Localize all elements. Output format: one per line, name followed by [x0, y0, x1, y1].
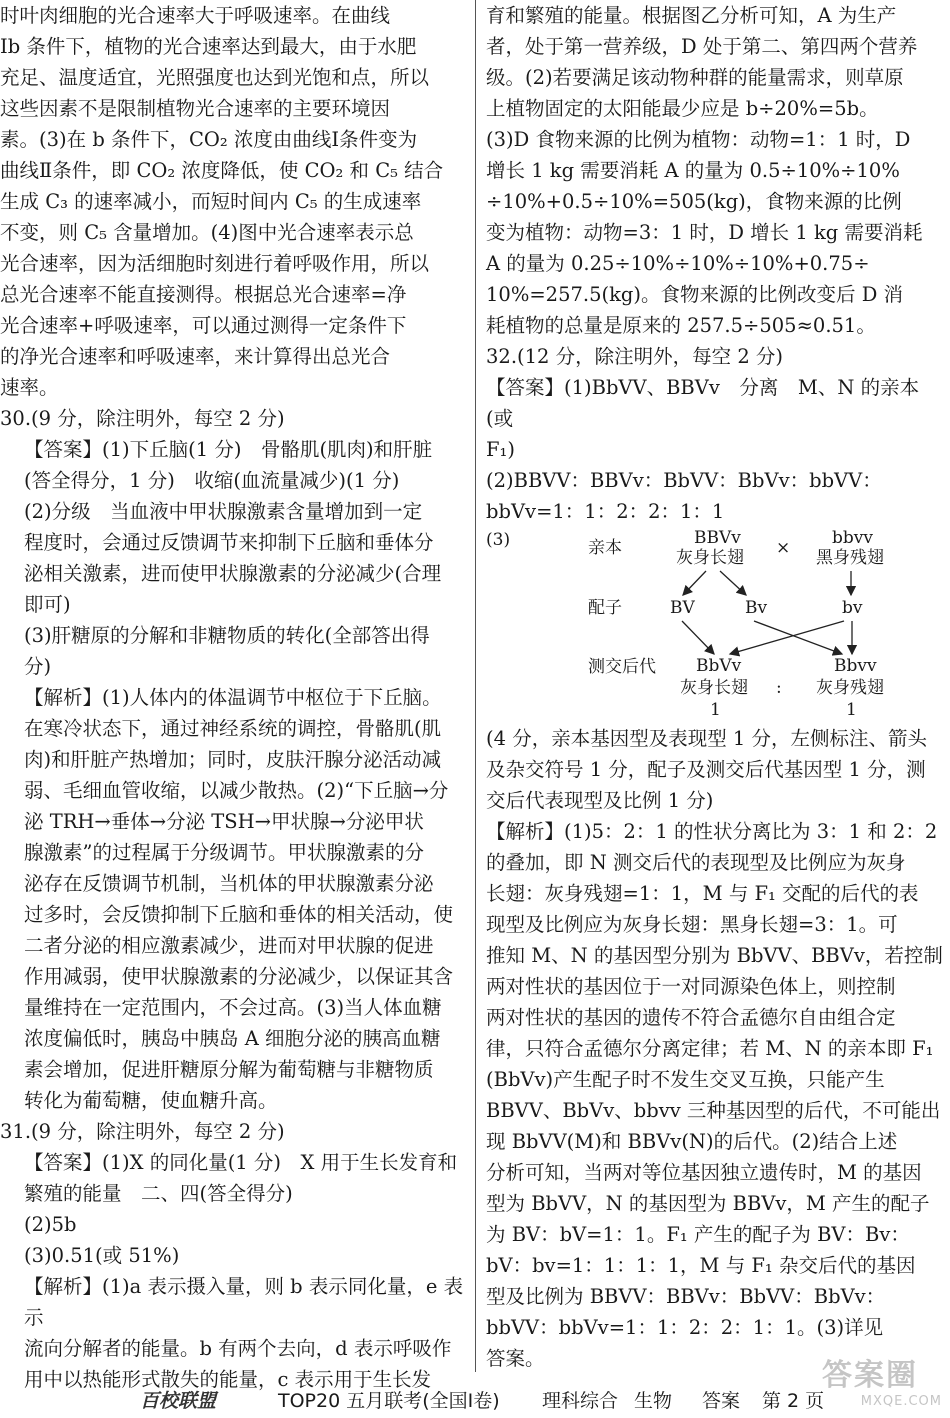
- ratio-separator: :: [776, 678, 782, 698]
- text-line: 育和繁殖的能量。根据图乙分析可知，A 为生产: [486, 4, 897, 27]
- row-label-parent: 亲本: [588, 538, 622, 558]
- text-line: 32.(12 分，除注明外，每空 2 分): [486, 345, 784, 368]
- gamete-Bv: Bv: [745, 598, 768, 618]
- exam-title: TOP20 五月联考(全国Ⅰ卷): [278, 1390, 500, 1412]
- text-line: 上植物固定的太阳能最少应是 b÷20%=5b。: [486, 97, 879, 120]
- text-line: (2)BBVV：BBVv：BbVV：BbVv：bbVV：: [486, 469, 882, 492]
- text-line: 答案。: [486, 1347, 545, 1370]
- subject-label: 理科综合: [542, 1390, 619, 1412]
- doc-type: 答案: [702, 1390, 741, 1412]
- text-line: 这些因素不是限制植物光合速率的主要环境因: [0, 97, 391, 120]
- text-line: F₁): [486, 438, 515, 461]
- text-line: 【解析】(1)a 表示摄入量，则 b 表示同化量，e 表示: [24, 1275, 464, 1329]
- text-line: BBVV、BbVv、bbvv 三种基因型的后代，不可能出: [486, 1099, 941, 1122]
- text-line: 两对性状的基因位于一对同源染色体上，则控制: [486, 975, 896, 998]
- offspring2-ratio: 1: [846, 700, 857, 720]
- text-line: 转化为葡萄糖，使血糖升高。: [24, 1089, 278, 1112]
- watermark-url: MXQE.COM: [860, 1394, 942, 1409]
- text-line: (3)肝糖原的分解和非糖物质的转化(全部答出得: [24, 624, 430, 647]
- text-line: 的净光合速率和呼吸速率，来计算得出总光合: [0, 345, 391, 368]
- text-line: (3)0.51(或 51%): [24, 1244, 180, 1267]
- text-line: 【答案】(1)BbVV、BBVv 分离 M、N 的亲本(或: [486, 376, 920, 430]
- text-line: 光合速率+呼吸速率，可以通过测得一定条件下: [0, 314, 407, 337]
- text-line: 31.(9 分，除注明外，每空 2 分): [0, 1120, 285, 1143]
- brand-logo: 百校联盟: [140, 1390, 217, 1412]
- arrow-BV-to-BbVv: [682, 621, 714, 654]
- text-line: 二者分泌的相应激素减少，进而对甲状腺的促进: [24, 934, 434, 957]
- text-line: 30.(9 分，除注明外，每空 2 分): [0, 407, 285, 430]
- text-line: 10%=257.5(kg)。食物来源的比例改变后 D 消: [486, 283, 904, 306]
- parent2-genotype: bbvv: [832, 528, 873, 548]
- text-line: (BbVv)产生配子时不发生交叉互换，只能产生: [486, 1068, 885, 1091]
- text-line: 总光合速率不能直接测得。根据总光合速率=净: [0, 283, 407, 306]
- text-line: 浓度偏低时，胰岛中胰岛 A 细胞分泌的胰高血糖: [24, 1027, 441, 1050]
- row-label-offspring: 测交后代: [588, 657, 656, 677]
- offspring2-phenotype: 灰身残翅: [816, 678, 884, 698]
- offspring1-ratio: 1: [710, 700, 721, 720]
- text-line: bV：bv=1：1：1：1，M 与 F₁ 杂交后代的基因: [486, 1254, 916, 1277]
- text-line: 【解析】(1)人体内的体温调节中枢位于下丘脑。: [24, 686, 442, 709]
- text-line: 型为 BbVV，N 的基因型为 BBVv，M 产生的配子: [486, 1192, 930, 1215]
- text-line: 在寒冷状态下，通过神经系统的调控，骨骼肌(肌: [24, 717, 442, 740]
- text-line: 【答案】(1)下丘脑(1 分) 骨骼肌(肌肉)和肝脏: [24, 438, 433, 461]
- text-line: 两对性状的基因的遗传不符合孟德尔自由组合定: [486, 1006, 896, 1029]
- text-line: 作用减弱，使甲状腺激素的分泌减少，以保证其含: [24, 965, 454, 988]
- text-line: 光合速率，因为活细胞时刻进行着呼吸作用，所以: [0, 252, 430, 275]
- page-footer: [0, 1384, 950, 1414]
- offspring1-phenotype: 灰身长翅: [680, 678, 748, 698]
- text-line: 充足、温度适宜，光照强度也达到光饱和点，所以: [0, 66, 430, 89]
- text-line: 分析可知，当两对等位基因独立遗传时，M 的基因: [486, 1161, 922, 1184]
- arrow-p1-to-Bv: [720, 571, 746, 595]
- arrow-bv-to-BbVv: [730, 621, 844, 654]
- text-line: 用中以热能形式散失的能量，c 表示用于生长发: [24, 1368, 432, 1391]
- parent1-phenotype: 灰身长翅: [676, 548, 744, 568]
- text-line: (3)D 食物来源的比例为植物：动物=1：1 时，D: [486, 128, 911, 151]
- text-line: bbVv=1：1：2：2：1：1: [486, 500, 725, 523]
- genetic-cross-diagram: [486, 527, 946, 723]
- page-number: 第 2 页: [762, 1390, 825, 1412]
- text-line: bbVV：bbVv=1：1：2：2：1：1。(3)详见: [486, 1316, 884, 1339]
- text-line: 速率。: [0, 376, 59, 399]
- text-line: 交后代表现型及比例 1 分): [486, 789, 714, 812]
- text-line: 即可): [24, 593, 71, 616]
- watermark: [822, 1350, 946, 1410]
- text-line: 增长 1 kg 需要消耗 A 的量为 0.5÷10%÷10%: [486, 159, 900, 182]
- text-line: 腺激素”的过程属于分级调节。甲状腺激素的分: [24, 841, 424, 864]
- text-line: 生成 C₃ 的速率减小，而短时间内 C₅ 的生成速率: [0, 190, 422, 213]
- watermark-title: 答案圈: [822, 1358, 918, 1393]
- text-line: 【答案】(1)X 的同化量(1 分) X 用于生长发育和: [24, 1151, 458, 1174]
- text-line: (2)5b: [24, 1213, 77, 1236]
- text-line: 曲线Ⅱ条件，即 CO₂ 浓度降低，使 CO₂ 和 C₅ 结合: [0, 159, 444, 182]
- text-line: 素。(3)在 b 条件下，CO₂ 浓度由曲线Ⅰ条件变为: [0, 128, 418, 151]
- parent1-genotype: BBVv: [694, 528, 741, 548]
- text-line: 泌相关激素，进而使甲状腺激素的分泌减少(合理: [24, 562, 442, 585]
- gamete-BV: BV: [670, 598, 695, 618]
- text-line: 为 BV：bV=1：1。F₁ 产生的配子为 BV：Bv：: [486, 1223, 910, 1246]
- text-line: 量维持在一定范围内，不会过高。(3)当人体血糖: [24, 996, 442, 1019]
- text-line: 推知 M、N 的基因型分别为 BbVV、BBVv，若控制: [486, 944, 943, 967]
- text-line: ÷10%+0.5÷10%=505(kg)，食物来源的比例: [486, 190, 902, 213]
- text-line: A 的量为 0.25÷10%÷10%÷10%+0.75÷: [486, 252, 870, 275]
- text-line: 长翅：灰身残翅=1：1，M 与 F₁ 交配的后代的表: [486, 882, 919, 905]
- text-line: 流向分解者的能量。b 有两个去向，d 表示呼吸作: [24, 1337, 452, 1360]
- text-line: 及杂交符号 1 分，配子及测交后代基因型 1 分，测: [486, 758, 926, 781]
- offspring1-genotype: BbVv: [696, 656, 742, 676]
- text-line: 现 BbVV(M)和 BBVv(N)的后代。(2)结合上述: [486, 1130, 898, 1153]
- text-line: 泌存在反馈调节机制，当机体的甲状腺激素分泌: [24, 872, 434, 895]
- text-line: 过多时，会反馈抑制下丘脑和垂体的相关活动，使: [24, 903, 454, 926]
- text-line: 程度时，会通过反馈调节来抑制下丘脑和垂体分: [24, 531, 434, 554]
- gamete-bv: bv: [842, 598, 863, 618]
- text-line: 耗植物的总量是原来的 257.5÷505≈0.51。: [486, 314, 876, 337]
- text-line: 分): [24, 655, 52, 678]
- text-line: 的叠加，即 N 测交后代的表现型及比例应为灰身: [486, 851, 906, 874]
- text-line: 变为植物：动物=3：1 时，D 增长 1 kg 需要消耗: [486, 221, 923, 244]
- subject-name: 生物: [634, 1390, 673, 1412]
- text-line: 不变，则 C₅ 含量增加。(4)图中光合速率表示总: [0, 221, 414, 244]
- text-line: 泌 TRH→垂体→分泌 TSH→甲状腺→分泌甲状: [24, 810, 424, 833]
- text-line: 级。(2)若要满足该动物种群的能量需求，则草原: [486, 66, 904, 89]
- row-label-gamete: 配子: [588, 598, 622, 618]
- offspring2-genotype: Bbvv: [834, 656, 877, 676]
- right-column: [486, 0, 946, 1374]
- text-line: 现型及比例应为灰身长翅：黑身长翅=3：1。可: [486, 913, 898, 936]
- cross-arrows: [486, 527, 946, 723]
- text-line: 型及比例为 BBVV：BBVv：BbVV：BbVv：: [486, 1285, 886, 1308]
- text-line: 肉)和肝脏产热增加；同时，皮肤汗腺分泌活动减: [24, 748, 442, 771]
- text-line: 素会增加，促进肝糖原分解为葡萄糖与非糖物质: [24, 1058, 434, 1081]
- text-line: (4 分，亲本基因型及表现型 1 分，左侧标注、箭头: [486, 727, 928, 750]
- diagram-label: (3): [486, 530, 511, 550]
- parent2-phenotype: 黑身残翅: [816, 548, 884, 568]
- text-line: (2)分级 当血液中甲状腺激素含量增加到一定: [24, 500, 423, 523]
- text-line: 律，只符合孟德尔分离定律；若 M、N 的亲本即 F₁: [486, 1037, 934, 1060]
- cross-symbol: ×: [776, 538, 791, 558]
- arrow-p1-to-BV: [683, 571, 706, 595]
- left-column: [0, 0, 464, 1395]
- text-line: 繁殖的能量 二、四(答全得分): [24, 1182, 293, 1205]
- text-line: 者，处于第一营养级，D 处于第二、第四两个营养: [486, 35, 918, 58]
- text-line: 【解析】(1)5：2：1 的性状分离比为 3：1 和 2：2: [486, 820, 938, 843]
- text-line: (答全得分，1 分) 收缩(血流量减少)(1 分): [24, 469, 400, 492]
- text-line: 时叶肉细胞的光合速率大于呼吸速率。在曲线: [0, 4, 391, 27]
- text-line: 弱、毛细血管收缩，以减少散热。(2)“下丘脑→分: [24, 779, 449, 802]
- text-line: Ⅰb 条件下，植物的光合速率达到最大，由于水肥: [0, 35, 417, 58]
- column-divider: [475, 0, 476, 1372]
